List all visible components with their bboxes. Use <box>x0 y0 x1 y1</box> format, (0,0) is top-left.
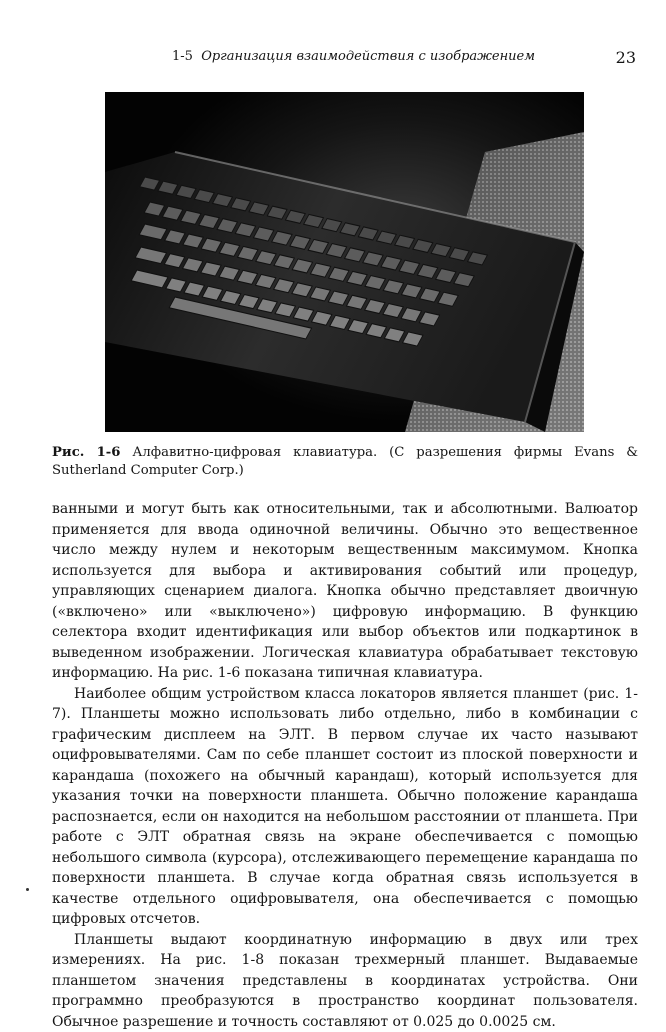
paragraph: ванными и могут быть как относительными, так и абсолютными. Валюатор применяется для ввода одиночной величины. Обычно это вещественное число между нулем и некоторым вещественным максимумом. Кнопка используется для выбора и активирования событий или процедур, управляющих сценарием диалога. Кнопка обычно представляет двоичную («включено» или «выключено») цифровую информацию. В функцию селектора входит идентификация или выбор объектов или подкартинок в выведенном изображении. Логическая клавиатура обрабатывает текстовую информацию. На рис. 1-6 показана типичная клавиатура. <box>52 499 638 684</box>
keyboard-photo <box>105 92 584 432</box>
margin-speck <box>26 888 29 891</box>
section-title: Организация взаимодействия с изображением <box>201 49 535 64</box>
section-number: 1-5 <box>172 49 193 64</box>
body-text <box>52 499 638 1032</box>
figure-label: Рис. 1-6 <box>52 445 120 460</box>
figure-caption-text: Алфавитно-цифровая клавиатура. (С разрешения фирмы Evans & Sutherland Computer Corp.) <box>52 445 638 478</box>
paragraph: Наиболее общим устройством класса локаторов является планшет (рис. 1-7). Планшеты можно использовать либо отдельно, либо в комбинации с графическим дисплеем на ЭЛТ. В первом случае их часто называют оцифровывателями. Сам по себе планшет состоит из плоской поверхности и карандаша (похожего на обычный карандаш), который используется для указания точки на поверхности планшета. Обычно положение карандаша распознается, если он находится на небольшом расстоянии от планшета. При работе с ЭЛТ обратная связь на экране обеспечивается с помощью небольшого символа (курсора), отслеживающего перемещение карандаша по поверхности планшета. В случае когда обратная связь используется в качестве отдельного оцифровывателя, она обеспечивается с помощью цифровых отсчетов. <box>52 684 638 930</box>
page-number: 23 <box>616 48 636 67</box>
running-header <box>52 49 638 71</box>
figure-caption <box>52 444 638 480</box>
running-header-title <box>172 49 535 64</box>
paragraph: Планшеты выдают координатную информацию в двух или трех измерениях. На рис. 1-8 показан трехмерный планшет. Выдаваемые планшетом значения представлены в координатах устройства. Они программно преобразуются в пространство координат пользователя. Обычное разрешение и точность составляют от 0.025 до 0.0025 см. <box>52 930 638 1032</box>
keyboard-image <box>105 92 584 432</box>
